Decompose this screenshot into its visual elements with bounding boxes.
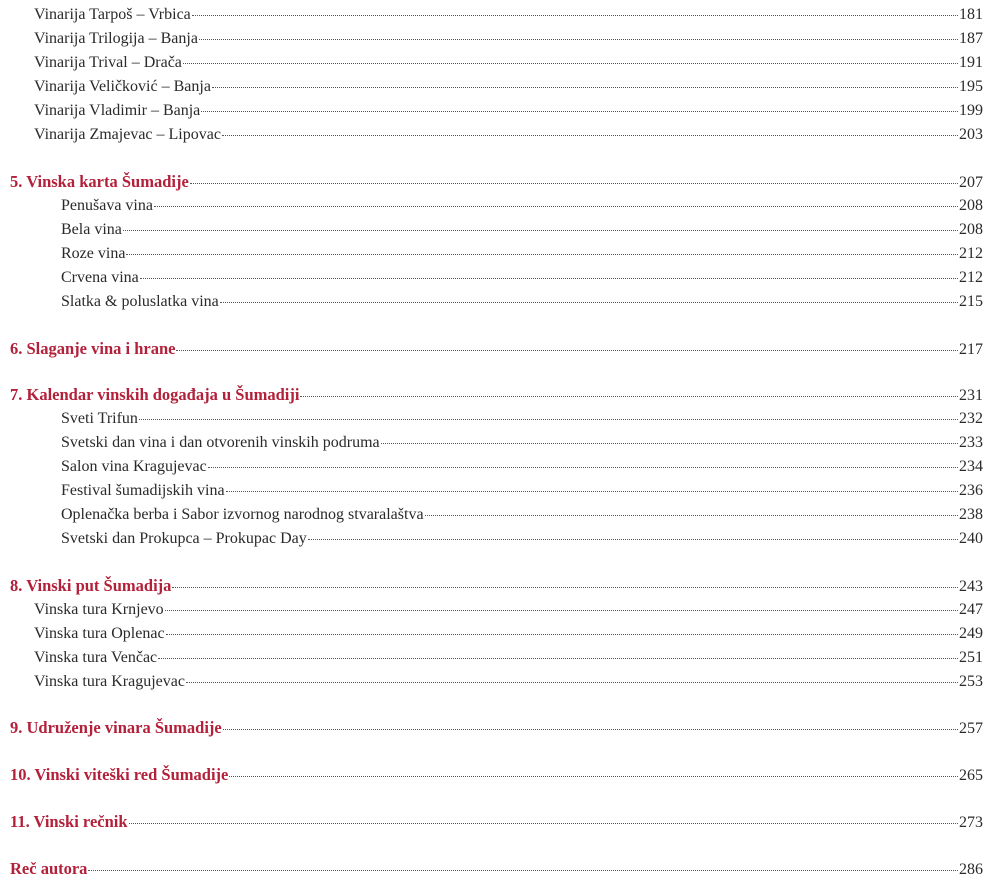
toc-entry xyxy=(61,268,983,288)
toc-entry xyxy=(61,196,983,216)
toc-page-number: 212 xyxy=(959,245,983,262)
toc-chapter xyxy=(10,385,983,406)
dot-leader xyxy=(229,776,958,777)
toc-entry xyxy=(34,672,983,692)
toc-chapter xyxy=(10,765,983,786)
toc-label: Salon vina Kragujevac xyxy=(61,458,207,475)
toc-chapter xyxy=(10,718,983,739)
toc-chapter xyxy=(10,812,983,833)
toc-label: 11. Vinski rečnik xyxy=(10,812,128,831)
dot-leader xyxy=(88,870,958,871)
toc-entry xyxy=(61,481,983,501)
dot-leader xyxy=(381,443,958,444)
toc-page-number: 253 xyxy=(959,673,983,690)
toc-label: Vinarija Tarpoš – Vrbica xyxy=(34,6,191,23)
toc-chapter xyxy=(10,576,983,597)
toc-page-number: 257 xyxy=(959,720,983,737)
toc-page-number: 181 xyxy=(959,6,983,23)
dot-leader xyxy=(199,39,958,40)
toc-chapter xyxy=(10,172,983,193)
toc-label: 8. Vinski put Šumadija xyxy=(10,576,172,595)
toc-label: Svetski dan Prokupca – Prokupac Day xyxy=(61,530,307,547)
dot-leader xyxy=(165,610,958,611)
toc-label: Slatka & poluslatka vina xyxy=(61,293,219,310)
dot-leader xyxy=(308,539,958,540)
toc-entry xyxy=(34,648,983,668)
toc-entry xyxy=(61,505,983,525)
toc-entry xyxy=(34,29,983,49)
toc-page-number: 212 xyxy=(959,269,983,286)
toc-label: Vinska tura Oplenac xyxy=(34,625,165,642)
toc-entry xyxy=(34,5,983,25)
toc-label: Vinska tura Kragujevac xyxy=(34,673,185,690)
toc-entry xyxy=(61,433,983,453)
dot-leader xyxy=(300,396,958,397)
dot-leader xyxy=(222,135,958,136)
toc-page-number: 286 xyxy=(959,861,983,878)
toc-page-number: 251 xyxy=(959,649,983,666)
toc-page-number: 208 xyxy=(959,221,983,238)
toc-label: Vinarija Vladimir – Banja xyxy=(34,102,201,119)
dot-leader xyxy=(176,350,958,351)
dot-leader xyxy=(226,491,958,492)
dot-leader xyxy=(190,183,958,184)
toc-label: Vinska tura Venčac xyxy=(34,649,158,666)
dot-leader xyxy=(158,658,958,659)
dot-leader xyxy=(183,63,958,64)
dot-leader xyxy=(172,587,958,588)
toc-label: Bela vina xyxy=(61,221,122,238)
toc-page-number: 243 xyxy=(959,578,983,595)
toc-page-number: 203 xyxy=(959,126,983,143)
toc-entry xyxy=(34,77,983,97)
toc-page-number: 247 xyxy=(959,601,983,618)
toc-entry xyxy=(61,292,983,312)
toc-label: Festival šumadijskih vina xyxy=(61,482,225,499)
toc-entry xyxy=(34,624,983,644)
toc-label: Svetski dan vina i dan otvorenih vinskih podruma xyxy=(61,434,380,451)
toc-page-number: 234 xyxy=(959,458,983,475)
toc-page-number: 191 xyxy=(959,54,983,71)
toc-entry xyxy=(61,529,983,549)
toc-label: Reč autora xyxy=(10,859,88,878)
toc-page-number: 207 xyxy=(959,174,983,191)
dot-leader xyxy=(123,230,958,231)
dot-leader xyxy=(186,682,958,683)
dot-leader xyxy=(208,467,958,468)
dot-leader xyxy=(166,634,958,635)
toc-entry xyxy=(34,600,983,620)
toc-page-number: 238 xyxy=(959,506,983,523)
toc-label: Vinarija Trilogija – Banja xyxy=(34,30,198,47)
toc-label: Vinska tura Krnjevo xyxy=(34,601,164,618)
toc-page-number: 236 xyxy=(959,482,983,499)
toc-page-number: 233 xyxy=(959,434,983,451)
dot-leader xyxy=(220,302,958,303)
dot-leader xyxy=(129,823,958,824)
dot-leader xyxy=(223,729,958,730)
toc-entry xyxy=(61,244,983,264)
toc-label: Penušava vina xyxy=(61,197,153,214)
toc-page-number: 231 xyxy=(959,387,983,404)
toc-page-number: 273 xyxy=(959,814,983,831)
toc-page-number: 232 xyxy=(959,410,983,427)
toc-label: 6. Slaganje vina i hrane xyxy=(10,339,176,358)
toc-page-number: 195 xyxy=(959,78,983,95)
dot-leader xyxy=(425,515,958,516)
toc-page-number: 215 xyxy=(959,293,983,310)
toc-page-number: 199 xyxy=(959,102,983,119)
toc-label: Vinarija Trival – Drača xyxy=(34,54,182,71)
dot-leader xyxy=(201,111,958,112)
toc-page-number: 249 xyxy=(959,625,983,642)
toc-page-number: 265 xyxy=(959,767,983,784)
toc-page-number: 217 xyxy=(959,341,983,358)
toc-page-number: 240 xyxy=(959,530,983,547)
toc-label: Roze vina xyxy=(61,245,126,262)
toc-entry xyxy=(34,125,983,145)
toc-entry xyxy=(34,53,983,73)
dot-leader xyxy=(154,206,958,207)
toc-entry xyxy=(61,409,983,429)
toc-entry xyxy=(61,457,983,477)
toc-label: Oplenačka berba i Sabor izvornog narodnog stvaralaštva xyxy=(61,506,424,523)
dot-leader xyxy=(126,254,958,255)
dot-leader xyxy=(139,419,958,420)
toc-entry xyxy=(34,101,983,121)
toc-chapter xyxy=(10,859,983,880)
toc-label: Vinarija Veličković – Banja xyxy=(34,78,211,95)
toc-label: 10. Vinski viteški red Šumadije xyxy=(10,765,229,784)
dot-leader xyxy=(192,15,958,16)
toc-label: 5. Vinska karta Šumadije xyxy=(10,172,189,191)
toc-label: 9. Udruženje vinara Šumadije xyxy=(10,718,222,737)
toc-label: 7. Kalendar vinskih događaja u Šumadiji xyxy=(10,385,300,404)
toc-page-number: 187 xyxy=(959,30,983,47)
toc-label: Vinarija Zmajevac – Lipovac xyxy=(34,126,221,143)
toc-entry xyxy=(61,220,983,240)
toc-label: Sveti Trifun xyxy=(61,410,138,427)
toc-chapter xyxy=(10,339,983,360)
toc-label: Crvena vina xyxy=(61,269,139,286)
toc-page-number: 208 xyxy=(959,197,983,214)
dot-leader xyxy=(212,87,958,88)
dot-leader xyxy=(140,278,958,279)
